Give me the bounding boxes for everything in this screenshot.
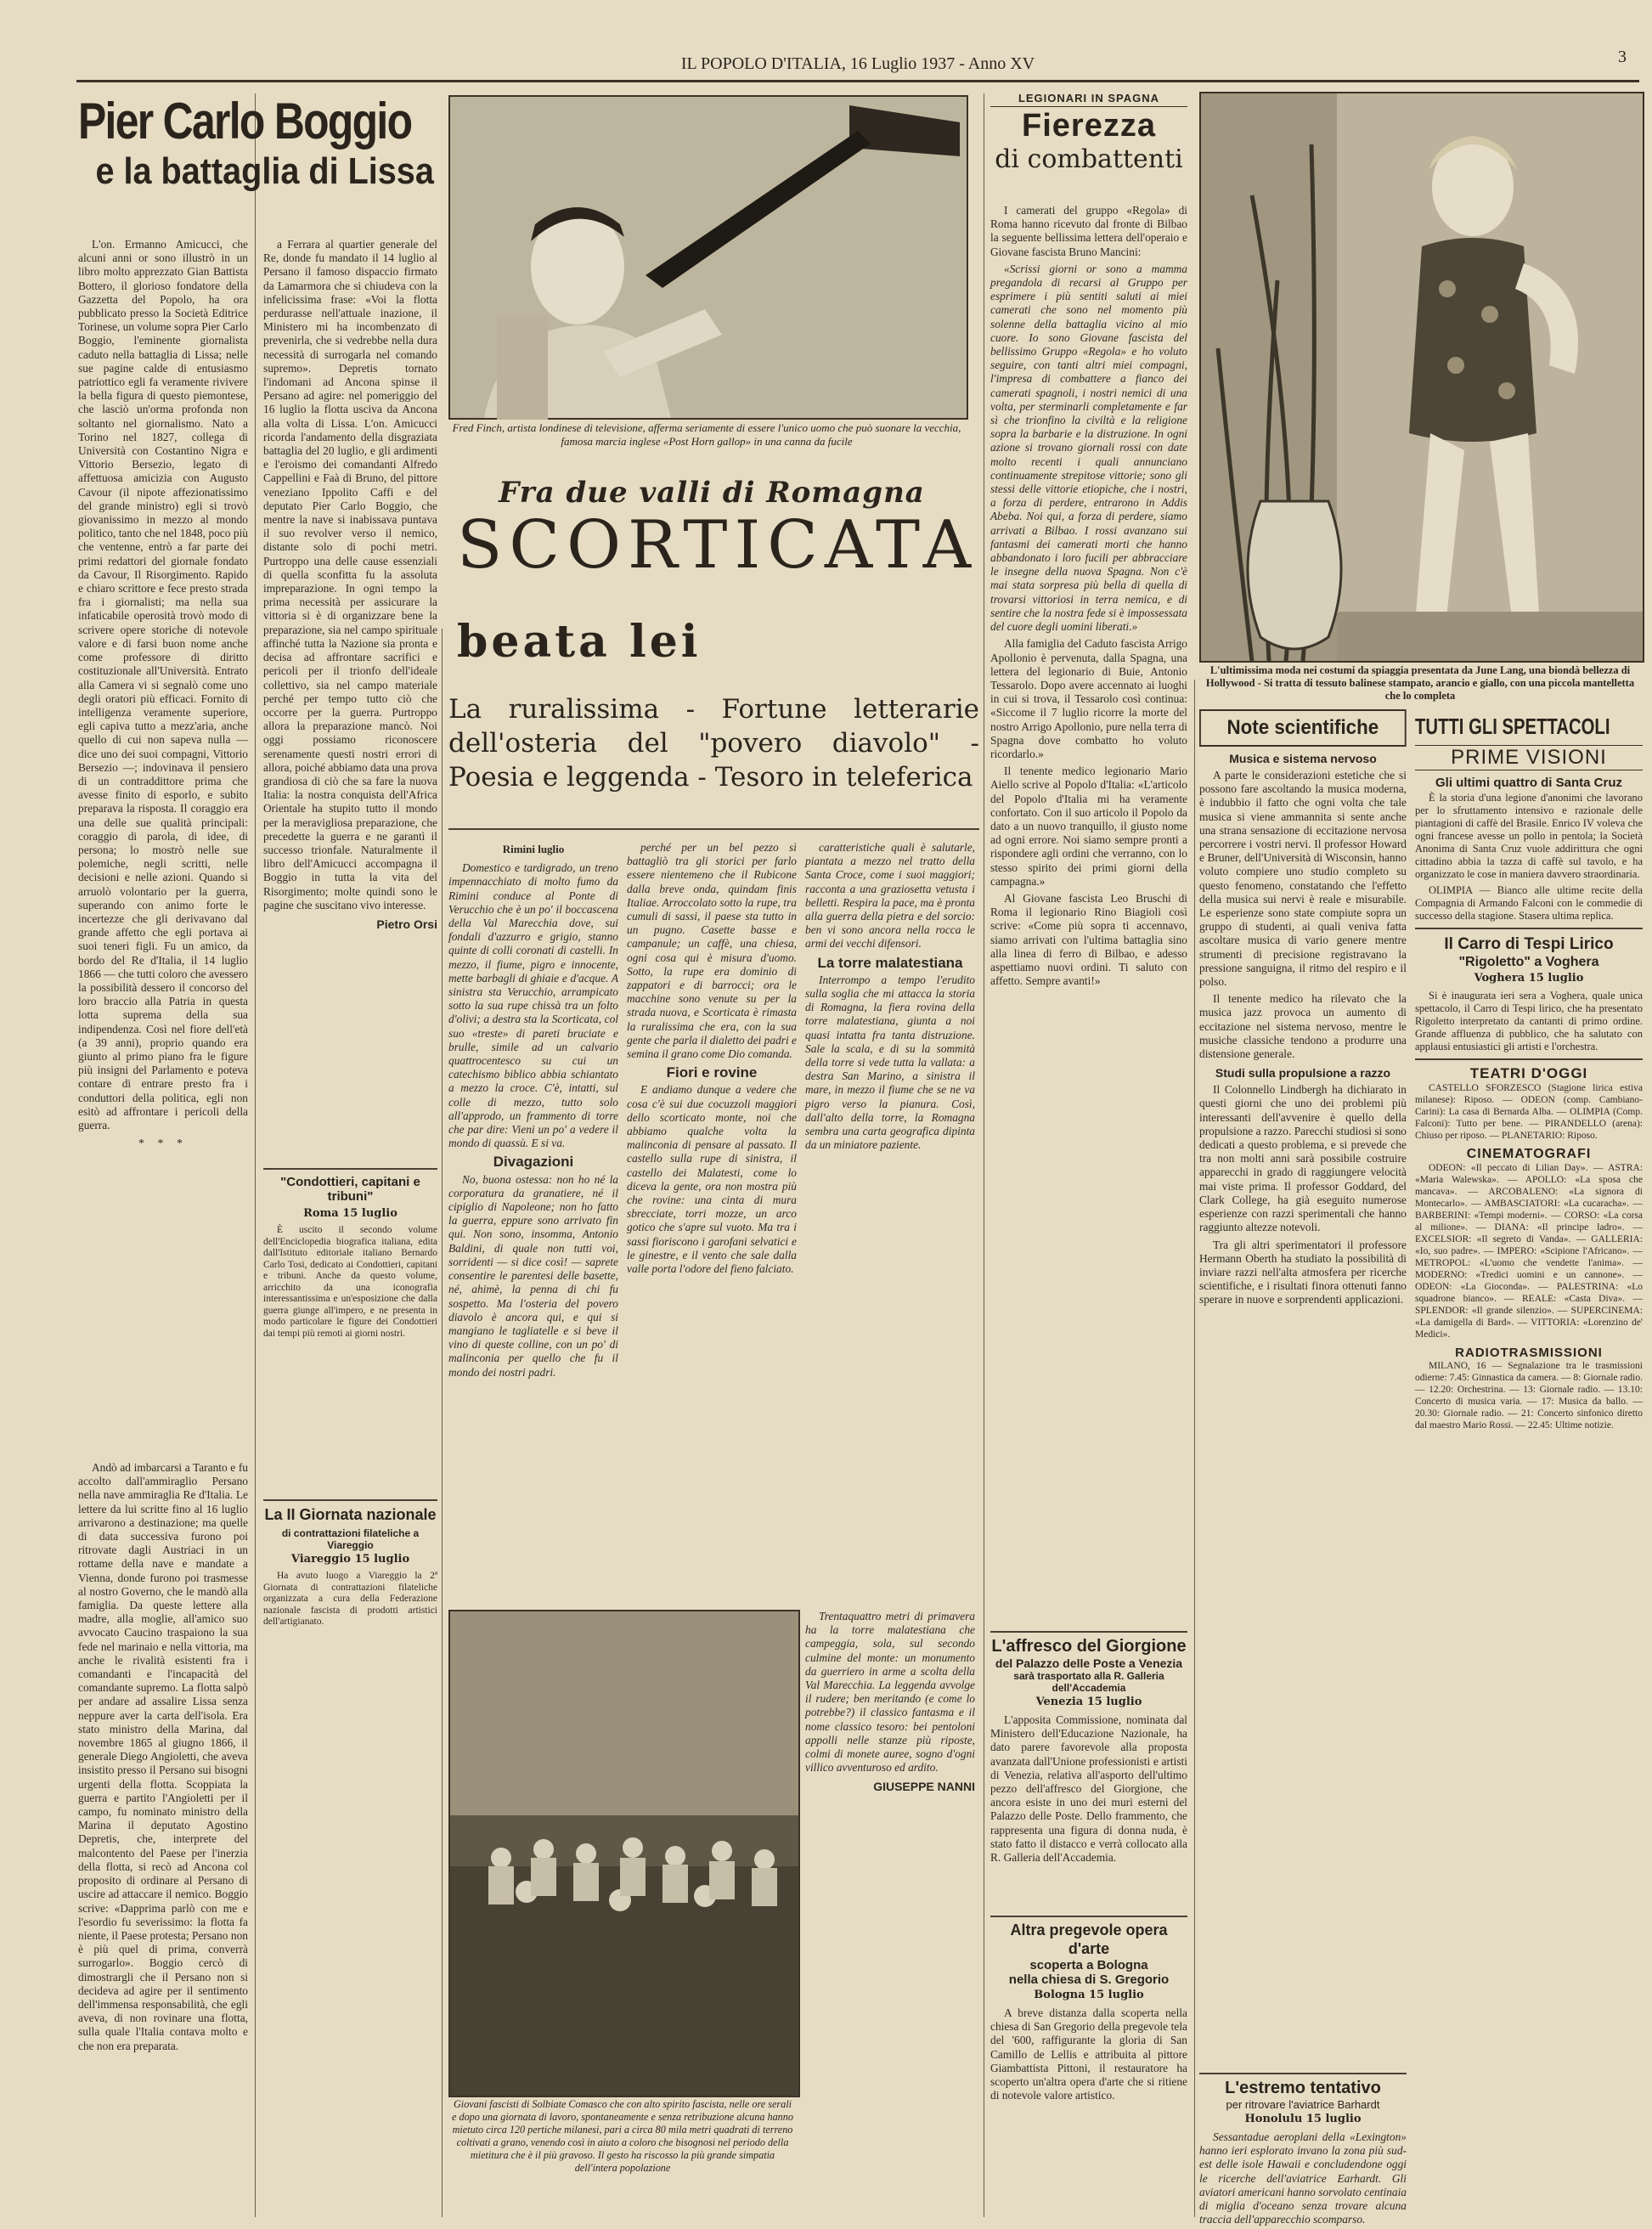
spettacoli-item2-title: Il Carro di Tespi Lirico — [1444, 935, 1614, 953]
giornata-subtitle: di contrattazioni filateliche a Viareggio — [281, 1527, 420, 1551]
divider — [990, 1631, 1187, 1633]
divider — [263, 1499, 437, 1501]
fierezza-paragraph: Il tenente medico legionario Mario Aiello scrive al Popolo d'Italia: «L'articolo del Popolo d'Italia mi ha veramente confortato. Con il suo articolo il Popolo da dato a un nuovo tranquillo, il giusto nome ad ogni errore. Noi siamo sempre pronti a rispondere agli ordini che verranno, con lo stesso spirito dei primi giorni della campagna.» — [990, 765, 1187, 888]
altra-opera-dateline: Bologna 15 luglio — [1034, 1989, 1144, 2001]
fierezza-paragraph: I camerati del gruppo «Regola» di Roma hanno ricevuto dal fronte di Bilbao la seguente bellissima lettera dell'operaio e Giovane fascista Bruno Mancini: — [990, 204, 1187, 258]
scorticata-paragraph: Interrompo a tempo l'erudito sulla soglia che mi attacca la storia di Romagna, la fiera rovina della torre malatestiana, giunta a noi quasi intatta fra tanta distruzione. Sale la scala, e di su la sommità della torre si vede tutta la vallata: a destra San Marino, a sinistra il mare, in mezzo il fiume che se ne va pigro verso la pianura. Così, dall'alto della torre, la Romagna sembra una carta geografica dipinta da un miniatore paziente. — [805, 973, 975, 1152]
scorticata-paragraph: Trentaquattro metri di primavera ha la torre malatestiana che campeggia, sola, sul secondo culmine del monte: un monumento da guerriero in arme a scolta della Val Marecchia. La leggenda avvolge il rudere; ben meritando (e come lo potrebbe?) il classico fantasma e il nome classico tesoro: bei pentoloni appolli nelle stanze più riposte, colmi di monete auree, sogno d'ogni villico avventuroso ed ardito. — [805, 1610, 975, 1775]
fierezza-paragraph: «Scrissi giorni or sono a mamma pregandola di recarsi al Gruppo per esprimere i più sentiti saluti ai miei camerati che sono nel momento più solenne della battaglia vicino al mio cuore. Io sono Giovane fascista del bellissimo Gruppo «Regola» e ho voluto seguire, con tanti altri miei compagni, l'impresa di combattere a fianco dei camerati spagnoli, i nostri nemici di una volta, per sterminarli completamente e far sì che trionfino la civiltà e la religione sopra la barbarie e la distruzione. In ogni azione si trovano giornali rossi con date molto recenti i quali annunciano continuamente strepitose vittorie; sono gli stessi delle vittorie etiopiche, che i nostri, a forza di perdere, entrarono in Addis Abeba. Noi qui, a forza di perdere, siamo arrivati a Bilbao. I rossi avanzano sui fantasmi dei camerati morti che hanno abbandonato i loro fucili per abbracciare le insegne della nuova Spagna. Non c'è mai stata sorpresa più bella di quella di trovarsi vittoriosi in terra nemica, e di sentire che la nostra fede si è impossessata del cuore degli uomini liberati.» — [990, 262, 1187, 634]
boggio-paragraph: L'on. Ermanno Amicucci, che alcuni anni or sono illustrò in un libro molto apprezzato Gian Battista Bottero, il glorioso fondatore della Gazzetta del Popolo, ha ora pubblicato presso la Società Editrice Torinese, un volume sopra Pier Carlo Boggio, l'eminente giornalista caduto nella battaglia di Lissa; nelle sue pagine calde di entusiasmo patriottico egli fa veramente rivivere la bella figura di questo piemontese, che lasciò un'orma profonda non soltanto nel giornalismo. Nato a Torino nel 1827, collega di Università con Costantino Nigra e Vittorio Bersezio, legato di affettuosa amicizia con Augusto Cavour (il nipote affezionatissimo del grande ministro) egli si trovò giovanissimo in mezzo al mondo politico, tanto che nel 1848, poco più che ventenne, entrò a far parte dei primi redattori del giornale fondato da Cavour, Il Risorgimento. Rapido e chiaro scrittore e fece presto strada fra i giornalisti; ma nella sua infaticabile operosità trovò modo di scrivere opere storiche di notevole valore e di farsi buon nome anche come professore di diritto costituzionale all'Università. Entrato alla Camera vi si segnalò come uno degli oratori più efficaci. Fornito di intelligenza veramente superiore, egli capiva tutto a mezz'aria, anche quello di cui non sapeva nulla — dice uno dei suoi compagni, Vittorio Bersezio —; indovinava il pensiero di un contraddittore prima che avesse finito di esporlo, e subito preparava la risposta. Il coraggio era una delle sue qualità principali: coraggio di parola, di idee, di persona; lo mostrò nelle sue polemiche, negli scritti, nelle decisioni e nelle azioni. Quando si arruolò volontario per la guerra, superando con animo forte le incertezze che gli derivavano dal grande affetto che egli portava ai suoi teneri figli. Fu un amico, da bordo del Re d'Italia, il 14 luglio 1866 — che tutti coloro che avessero la possibilità dessero il concorso del loro braccio alla Patria in questa lotta suprema della sua indipendenza. Così nel fiore dell'età (a 39 anni), proprio quando era giunto al primo piano fra le figure più insigni del Parlamento e poteva contare di entrare presto fra i conduttori della politica, egli non esitò ad affrontare i pericoli della guerra. — [78, 238, 248, 1131]
giorgione-subtitle2: sarà trasportato alla R. Galleria dell'Accademia — [1013, 1670, 1164, 1694]
boggio-title-line2: e la battaglia di Lissa — [95, 150, 434, 192]
note-scientifiche — [1199, 709, 1407, 2213]
scorticata-dateline: Rimini luglio — [502, 843, 565, 855]
radio-title: RADIOTRASMISSIONI — [1455, 1346, 1603, 1360]
spettacoli-prime-visioni: PRIME VISIONI — [1415, 745, 1643, 770]
spettacoli-item2-subtitle: "Rigoletto" a Voghera — [1458, 955, 1599, 969]
spettacoli-item2-body: Si è inaugurata ieri sera a Voghera, quale unica spettacolo, il Carro di Tespi lirico, che ha presentato Rigoletto interpretato da cantanti di primo ordine. Grande affluenza di pubblico, che ha salutato con applausi entusiastici gli artisti e l'orchestra. — [1415, 990, 1643, 1052]
altra-opera-article — [990, 1916, 1187, 2213]
scorticata-title-line2: beata lei — [457, 616, 702, 668]
giorgione-article — [990, 1631, 1187, 1911]
barhardt-subtitle: per ritrovare l'aviatrice Barhardt — [1226, 2098, 1380, 2111]
giorgione-dateline: Venezia 15 luglio — [1035, 1696, 1142, 1708]
fierezza-body — [990, 204, 1187, 1206]
note-paragraph: A parte le considerazioni estetiche che si possono fare ascoltando la musica moderna, è indubbio il fatto che ogni volta che tale musica si viene ammannita si sente anche una strana sensazione di eccitazione nervosa percorrere i vostri nervi. Il professor Howard e Bruner, dell'Università di Wisconsin, hanno voluto compiere uno studio completo su questo fenomeno, constatando che l'effetto della musica sui nervi è reale e misurabile. Le esperienze sono state compiute sopra un gruppo di studenti, ai quali veniva fatta ascoltare musica di vario genere mentre strumenti di precisione registravano la pressione sanguigna, il ritmo del respiro e il polso. — [1199, 769, 1407, 989]
scorticata-headline — [448, 476, 978, 624]
cinema-title: CINEMATOGRAFI — [1466, 1147, 1592, 1161]
condottieri-article — [263, 1168, 437, 1491]
boggio-title-line1: Pier Carlo Boggio — [78, 93, 412, 150]
barhardt-title: L'estremo tentativo — [1225, 2079, 1381, 2097]
scorticata-signature: GIUSEPPE NANNI — [873, 1780, 975, 1794]
altra-opera-subtitle: scoperta a Bologna — [1029, 1958, 1148, 1972]
giornata-dateline: Viareggio 15 luglio — [290, 1553, 410, 1566]
giornata-article — [263, 1499, 437, 1686]
divider — [1415, 928, 1643, 929]
masthead — [76, 48, 1639, 82]
note-paragraph: Il tenente medico ha rilevato che la musica jazz provoca un aumento di eccitazione nel sistema nervoso, mentre le musiche classiche tendono a produrre una distensione generale. — [1199, 992, 1407, 1061]
boggio-column-1 — [78, 238, 248, 1453]
fierezza-kicker: LEGIONARI IN SPAGNA — [990, 92, 1187, 107]
scorticata-column-3b — [805, 1610, 975, 2213]
scorticata-paragraph: E andiamo dunque a vedere che cosa c'è sui due cocuzzoli maggiori dello scorticato monte, noi che abbiamo qualche volta la malinconia di pensare al passato. Il castello sulla rupe di sinistra, il castello dei Malatesti, come lo diceva la gente, ora non mostra più che rovine: una cinta di mura sbrecciate, torri mozze, un arco gotico che s'apre sul vuoto. Ma tra i sassi fioriscono i garofani selvatici e le ginestre, e il vento che sale dalla valle porta l'odore del fieno falciato. — [627, 1083, 797, 1276]
divider — [448, 828, 979, 830]
scorticata-column-1 — [448, 841, 618, 1605]
fierezza-paragraph: Alla famiglia del Caduto fascista Arrigo Apollonio è pervenuta, dalla Spagna, una lettera del legionario di Buie, Antonio Tessarolo. Dopo avere accennato ai luoghi in cui si trova, il Tessarolo così continua: «Siccome il 7 luglio ricorre la morte del nostro Arrigo Apollonio, pure nella terra di Spagna dove combatto ho voluto ricordarlo.» — [990, 637, 1187, 760]
fierezza-paragraph: Al Giovane fascista Leo Bruschi di Roma il legionario Rino Biagioli così scrive: «Come più sopra ti accennavo, siamo arrivati con l'ultima battaglia sino alla linea di ferro di Bilbao, e adesso aspettiamo nuovi ordini. Ti saluto con affetto. Sempre avanti!» — [990, 891, 1187, 988]
photo-harvest — [448, 1610, 800, 2097]
scorticata-paragraph: caratteristiche quali è salutarle, piantata a mezzo nel tratto della Santa Croce, come i suoi maggiori; racconta a una graziosetta vetusta i belletti. Respira la pace, ma è pronta alla guerra della pietra e del sorcio: ben vi sono ancora nella rocca le armi dei vecchi difensori. — [805, 841, 975, 951]
altra-opera-body: A breve distanza dalla scoperta nella chiesa di San Gregorio della pregevole tela del '600, raffigurante la gloria di San Camillo de Lellis e attribuita al pittore Giambattista Pittoni, il restauratore ha scoperto un'altra opera d'arte che si ritiene di notevole valore artistico. — [990, 2006, 1187, 2102]
boggio-paragraph: a Ferrara al quartier generale del Re, donde fu mandato il 14 luglio al Persano il famoso dispaccio firmato da Lamarmora che si chiudeva con la infelicissima frase: «Voi la flotta perdurasse nell'attuale inazione, il Ministero mi ha incombenzato di prevenirla, che si vedrebbe nella dura necessità di surrogarla nel comando supremo». Depretis tornato l'indomani ad Ancona spinse il Persano ad agire: nel pomeriggio del 16 luglio la flotta usciva da Ancona alla volta di Lissa. L'on. Amicucci ricorda l'andamento della disgraziata battaglia del 20 luglio, e gli ardimenti e l'eroismo dei comandanti Alfredo Cappellini e Faà di Bruno, del pittore veneziano Ippolito Caffi e del deputato Pier Carlo Boggio, che mentre la nave si inabissava puntava il suo revolver verso il nemico, distante solo di pochi metri. Purtroppo una delle cause essenziali di quella sconfitta fu la assoluta impreparazione. In ogni tempo la prima necessità per assicurare la vittoria si è di organizzare bene la preparazione, sia nel campo spirituale affinché tutta la Nazione sia pronta e decisa ad affrontare sacrifici e pericoli per il trionfo dell'ideale collettivo, sia nel campo materiale perché per tempo tutto ciò che occorre per la guerra. Purtroppo allora la preparazione mancò. Noi oggi possiamo riconoscere serenamente questi nostri errori di allora, poiché abbiamo data una prova grandiosa di ciò che sa fare la nuova Italia: la nostra conquista dell'Africa Orientale ha stupito tutto il mondo per la meravigliosa preparazione, che precedette la guerra e ne garantì il successo trionfale. Naturalmente il libro dell'Amicucci accompagna il Boggio in tutta la vita del Risorgimento; molte quindi sono le pagine che suscitano vivo interesse. — [263, 238, 437, 911]
boggio-headline — [78, 93, 434, 221]
giornata-body: Ha avuto luogo a Viareggio la 2ª Giornata di contrattazioni filateliche organizzata a cura della Federazione nazionale fascista di prodotti artistici dell'artigianato. — [263, 1571, 437, 1627]
photo-june-lang-illustration — [1201, 93, 1643, 661]
divider — [990, 1916, 1187, 1917]
column-rule — [1194, 680, 1195, 2217]
boggio-signature: Pietro Orsi — [376, 917, 437, 931]
scorticata-kicker: Fra due valli di Romagna — [499, 476, 925, 510]
barhardt-dateline: Honolulu 15 luglio — [1244, 2113, 1362, 2125]
boggio-paragraph: Andò ad imbarcarsi a Taranto e fu accolto dall'ammiraglio Persano nella nave ammiraglia Re d'Italia. Le lettere da lui scritte fino al 16 luglio arrivarono a destinazione; ma quelle di data successiva furono poi ritrovate dagli Austriaci in un rottame della nave e mandate a Vienna, donde furono poi trasmesse al nostro Governo, che le mandò alla famiglia. Da queste lettere alla madre, alla moglie, all'amico suo avvocato Caucino traspaiono la sua fede nel marinaio e nella vittoria, ma anche le rivalità esistenti fra i comandanti e l'incapacità del comandante supremo. La flotta salpò per andare ad assalire Lissa senza neppure aver la carta dell'isola. Era stato ministro della Marina, dal novembre 1865 al giugno 1866, il generale Diego Angioletti, che aveva insistito presso il Persano sui bisogni urgenti della flotta. Scoppiata la guerra e partito l'Angioletti per il campo, fu nominato ministro della Marina il deputato Agostino Depretis, che, interprete del malcontento del Paese per l'inerzia della flotta, si recò ad Ancona col proposito di ordinare al Persano di uscire ad attaccare il nemico. Boggio scrive: «Dapprima parlò con me e l'esordio fu severissimo: la flotta fa niente, il Paese protesta; Persano non è più quel di prima, converrà surrogarlo». Boggio cercò di dimostrargli che il Persano non si decideva ad agire per il sentimento dell'immensa responsabilità, che egli aveva, di non rovinare una flotta, sulla quale l'Italia contava molto e che non era preparata. — [78, 1461, 248, 2052]
scorticata-deck-wrap — [448, 692, 979, 820]
spettacoli-item1-title: Gli ultimi quattro di Santa Cruz — [1435, 776, 1622, 790]
altra-opera-title: Altra pregevole opera d'arte — [1010, 1921, 1168, 1957]
scorticata-paragraph: perché per un bel pezzo sì battagliò tra gli storici per farlo essere nientemeno che il Rubicone dalla breve onda, quindam finis Italiae. Arroccolato sotto la rupe, tra cumuli di sassi, il paese sta tutto in un pugno. Casette basse e campanule; un caffè, una chiesa, ogni cosa qui è misura d'uomo. Sotto, la rupe era dominio di zappatori e di barrocci; ora le macchine sono venute su per la strada nuova, e Scorticata è rimasta la ruralissima che era, con la sua gente che parla il dialetto dei padri e semina il grano come Dio comanda. — [627, 841, 797, 1061]
cinema-body: ODEON: «Il peccato di Lilian Day». — ASTRA: «Maria Walewska». — APOLLO: «La sposa che mancava». — ARCOBALENO: «La signora di Montecarlo». — AMBASCIATORI: «La cucaracha». — BARBERINI: «Tempi moderni». — CORSO: «La corsa al milione». — DIANA: «Il principe ladro». — EXCELSIOR: «Il segreto di Vanda». — GALLERIA: «Io, suo padre». — IMPERO: «Scipione l'Africano». — METROPOL: «L'uomo che vendette l'anima». — MODERNO: «Tredici uomini e un cannone». — ODEON: «La Gioconda». — PALESTRINA: «Lo squadrone bianco». — REALE: «Casta Diva». — SPLENDOR: «Il grande silenzio». — SUPERCINEMA: «La damigella di Bard». — VITTORIA: «Lorenzino de' Medici». — [1415, 1163, 1643, 1340]
photo-harvest-illustration — [450, 1611, 798, 2096]
scorticata-deck: La ruralissima - Fortune letterarie dell'osteria del "povero diavolo" - Poesia e leggenda - Tesoro in teleferica — [448, 694, 979, 793]
scorticata-paragraph: Domestico e tardigrado, un treno impennacchiato di molto fumo da Rimini conduce al Ponte di Verucchio che è un po' il boccascena della Val Marecchia dove, sui fondali d'azzurro e grigio, stanno quinte di colli coronati di castelli. In mezzo, il fiume, pigro e innocente, mette barbagli di ghiaie e d'acque. A sinistra sta Verucchio, arrampicato sotto la sua rupe chissà tra un folto d'olivi; a destra sta la Scorticata, col suo «treste» di pareti bruciate e brulle, simile ad un calvario quattrocentesco su cui un catechismo biblico abbia schiantato a mezzo la croce. C'è, intatti, sul colle di mezzo, tutto solo all'approdo, un frammento di torre che par dire: Vieni un po' a vedere il mondo di quassù. E si va. — [448, 861, 618, 1150]
page-number: 3 — [1618, 48, 1627, 66]
altra-opera-subtitle2: nella chiesa di S. Gregorio — [1008, 1972, 1170, 1987]
scorticata-column-2 — [627, 841, 797, 1605]
giorgione-subtitle: del Palazzo delle Poste a Venezia — [995, 1656, 1183, 1670]
boggio-column-1b — [78, 1461, 248, 2209]
barhardt-body: Sessantadue aeroplani della «Lexington» hanno ieri esplorato invano la zona più sud-est delle isole Hawaii e concludendone oggi le ricerche dell'aviatrice Earhardt. Gli aviatori americani hanno sorvolato centinaia di miglia d'oceano senza trovare alcuna traccia dell'apparecchio scomparso. — [1199, 2130, 1407, 2226]
scorticata-sub-divagazioni: Divagazioni — [493, 1154, 574, 1171]
section-divider: * * * — [138, 1137, 188, 1151]
scorticata-title-line1: SCORTICATA — [457, 507, 978, 584]
scorticata-sub-fiori: Fiori e rovine — [666, 1064, 758, 1081]
photo-finch-caption: Fred Finch, artista londinese di televisione, afferma seriamente di essere l'unico uomo che può suonare la vecchia, famosa marcia inglese «Post Horn gallop» in una canna da fucile — [452, 421, 961, 448]
divider — [263, 1168, 437, 1170]
column-rule — [442, 629, 443, 2217]
photo-harvest-caption: Giovani fascisti di Solbiate Comasco che con alto spirito fascista, nelle ore serali e dopo una giornata di lavoro, spontaneamente e senza retribuzione alcuna hanno mietuto circa 120 pertiche milanesi, pari a circa 80 mila metri quadrati di terreno coltivati a grano, venendo così in aiuto a coloro che bisognosi nel periodo della mietitura che è il più gravoso. Il gesto ha riscosso la più grande simpatia dell'intera popolazione — [452, 2098, 793, 2174]
photo-june-lang — [1199, 92, 1644, 663]
spettacoli-item2-dateline: Voghera 15 luglio — [1474, 972, 1584, 985]
radio-body: MILANO, 16 — Segnalazione tra le trasmissioni odierne: 7.45: Ginnastica da camera. — 8: Giornale radio. — 12.20: Orchestrina. — 13: Giornale radio. — 13.10: Concerto di musica varia. — 17: Musica da ballo. — 20.30: Giornale radio. — 21: Concerto sinfonico diretto dal maestro Mario Rossi. — 22.45: Ultime notizie. — [1415, 1361, 1643, 1431]
condottieri-body: È uscito il secondo volume dell'Enciclopedia biografica italiana, edita dall'Istituto editoriale italiano Bernardo Carlo Tosi, dedicato ai Condottieri, capitani e tribuni. Anche da questo volume, arricchito da una iconografia interessantissima e un'esposizione che dalla guerra giunge all'impero, e ne presenta in modo particolare le figure dei Condottieri dai tempi più remoti ai giorni nostri. — [263, 1225, 437, 1339]
photo-finch-illustration — [450, 97, 967, 418]
fierezza-headline — [990, 92, 1187, 202]
scorticata-column-3 — [805, 841, 975, 1597]
spettacoli-olimpia: OLIMPIA — Bianco alle ultime recite della Compagnia di Armando Falconi con le commedie di successo della stagione. Stasera ultima replica. — [1415, 884, 1643, 922]
spettacoli-item1-body: È la storia d'una legione d'anonimi che lavorano per lo sfruttamento intensivo e razionale delle piantagioni di caffè del Brasile. Enrico IV voleva che ogni francese avesse un pollo in pentola; la Società Anonima di Santa Cruz vuole addirittura che ogni cittadino abbia la tazza di caffè sul tavolo, e ha organizzato le cose in maniera davvero straordinaria. — [1415, 792, 1643, 880]
condottieri-title: "Condottieri, capitani e tribuni" — [280, 1175, 420, 1204]
column-rule — [255, 93, 256, 2217]
giorgione-title: L'affresco del Giorgione — [991, 1637, 1187, 1656]
giorgione-body: L'apposita Commissione, nominata dal Ministero dell'Educazione Nazionale, ha dato parere favorevole alla proposta avanzata dall'Unione professionisti e artisti di Venezia, relativa all'asporto dell'ultimo pezzo dell'affresco del Giorgione, che ancora esiste in uno dei muri esterni del Palazzo delle Poste. Dello frammento, che rappresenta una figura di donna nuda, è stato fatto il distacco e verrà collocato alla R. Galleria dell'Accademia. — [990, 1713, 1187, 1865]
newspaper-title-date: IL POPOLO D'ITALIA, 16 Luglio 1937 - Anno XV — [680, 54, 1035, 73]
photo-finch — [448, 95, 968, 420]
divider — [1199, 2073, 1407, 2074]
barhardt-article — [1199, 2073, 1407, 2226]
teatri-body: CASTELLO SFORZESCO (Stagione lirica estiva milanese): Riposo. — ODEON (comp. Cambiano-Carini): La casa di Bernarda Alba. — OLIMPIA (Comp. Falconi): Tutto per bene. — PIRANDELLO (arena): Chiuso per riposo. — PLANETARIO: Riposo. — [1415, 1083, 1643, 1141]
scorticata-paragraph: No, buona ostessa: non ho né la corporatura da granatiere, né il cipiglio di Napoleone; non ho fatto la guerra, eppure sono arrivato fin qui. Non sono, insomma, Antonio Baldini, di quale non tutti voi, sorridenti — si dice così! — saprete consentire le parentesi delle basette, né, ahimè, la penna di chi fu sospetto. Ma l'osteria del povero diavolo è ancora qui, e qui si mangiano le tagliatelle e si beve il vino di queste colline, con un po' di malinconia per quello che fu il mondo dei nostri padri. — [448, 1172, 618, 1379]
note-sub-musica: Musica e sistema nervoso — [1229, 752, 1377, 765]
photo-june-lang-caption: L'ultimissima moda nei costumi da spiaggia presentata da June Lang, una biondà bellezza di Hollywood - Si tratta di tessuto balinese stampato, arancio e giallo, con una piccola mantelletta che lo completa — [1205, 664, 1635, 702]
fierezza-title-line2: di combattenti — [995, 144, 1183, 174]
fierezza-title-line1: Fierezza — [1022, 108, 1156, 144]
teatri-title: TEATRI D'OGGI — [1469, 1065, 1588, 1081]
note-paragraph: Tra gli altri sperimentatori il professore Hermann Oberth ha studiato la possibilità di inviare razzi nell'alta atmosfera per ricerche scientifiche, e i risultati finora ottenuti fanno sperare in nuove e sorprendenti applicazioni. — [1199, 1238, 1407, 1306]
spettacoli — [1415, 709, 1643, 2213]
condottieri-dateline: Roma 15 luglio — [303, 1207, 397, 1220]
note-paragraph: Il Colonnello Lindbergh ha dichiarato in questi giorni che uno dei problemi più interessanti dell'avvenire è quello della propulsione a razzo. Parecchi studiosi si sono dedicati a questo problema, e si prevede che tra non molti anni sarà possibile costruire apparecchi in grado di raggiungere velocità mai viste prima. Il professor Goddard, del Clark College, ha già eseguito numerose esperienze con razzi sperimentali che hanno raggiunto altezze notevoli. — [1199, 1083, 1407, 1234]
scorticata-sub-torre: La torre malatestiana — [817, 954, 963, 971]
note-sub-razzo: Studi sulla propulsione a razzo — [1215, 1066, 1391, 1081]
divider — [1415, 1058, 1643, 1060]
boggio-column-2 — [263, 238, 437, 1155]
spettacoli-title: TUTTI GLI SPETTACOLI — [1415, 714, 1610, 739]
note-scientifiche-title: Note scientifiche — [1199, 709, 1407, 747]
scorticata-title2-wrap — [448, 616, 975, 675]
giornata-title: La II Giornata nazionale — [264, 1506, 437, 1523]
